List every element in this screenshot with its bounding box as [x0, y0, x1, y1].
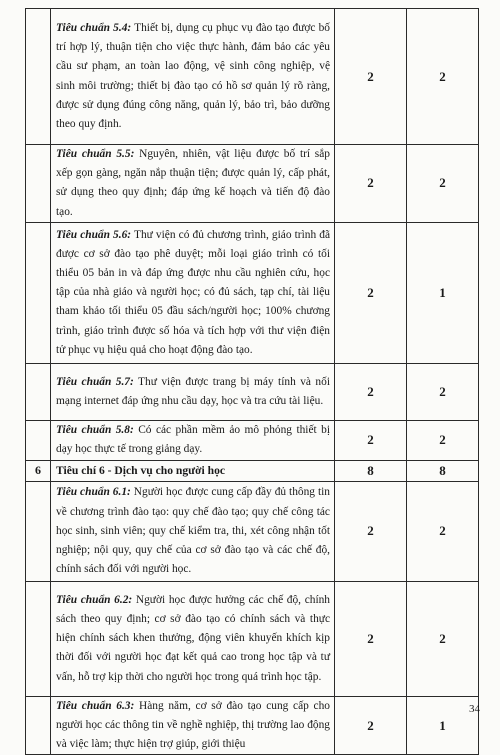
- score-cell-1: 2: [335, 363, 407, 420]
- table-row: [26, 696, 479, 755]
- standard-cell: [51, 481, 335, 581]
- standard-cell: [51, 420, 335, 460]
- standard-text: Người học được cung cấp đầy đủ thông tin về chương trình đào tạo: quy chế đào tạo; quy chế công tác học sinh, sinh viên; quy chế kiểm tra, thi, xét công nhận tốt nghiệp; nội quy, quy chế của cơ sở đào tạo và các chế độ, chính sách đối với người học.: [56, 486, 331, 576]
- score-cell-2: 2: [407, 363, 479, 420]
- standard-label: Tiêu chuẩn 6.1:: [56, 486, 131, 499]
- score-cell-1: 2: [335, 481, 407, 581]
- standard-cell: [51, 363, 335, 420]
- number-cell: [26, 363, 51, 420]
- table-row: [26, 9, 479, 145]
- standard-label: Tiêu chuẩn 5.8:: [56, 424, 134, 437]
- number-cell: [26, 696, 51, 755]
- score-cell-2: 2: [407, 581, 479, 696]
- criterion-title: Tiêu chí 6 - Dịch vụ cho người học: [56, 464, 226, 478]
- criterion-score-2: 8: [407, 460, 479, 481]
- table-row: [26, 581, 479, 696]
- standard-text: Thư viện có đủ chương trình, giáo trình đã được cơ sở đào tạo phê duyệt; mỗi loại giáo trình có tối thiểu 05 bản in và đáp ứng được nhu cầu nghiên cứu, học tập của nhà giáo và người học; có đủ sách, tạp chí, tài liệu tham khảo tối thiểu 05 đầu sách/người học; 100% chương trình, giáo trình được số hóa và tích hợp với thư viện điện tử phục vụ hiệu quả cho hoạt động đào tạo.: [56, 228, 330, 356]
- standard-text: Thư viện được trang bị máy tính và nối mạng internet đáp ứng nhu cầu dạy, học và tra cứu tài liệu.: [56, 375, 330, 407]
- standard-label: Tiêu chuẩn 6.2:: [56, 593, 133, 606]
- number-cell: [26, 9, 51, 145]
- table-row: [26, 363, 479, 420]
- number-cell: [26, 145, 51, 223]
- evaluation-table: [25, 8, 479, 755]
- score-cell-2: 2: [407, 145, 479, 223]
- score-cell-2: 1: [407, 696, 479, 755]
- number-cell: [26, 581, 51, 696]
- page-number: 34: [469, 703, 480, 715]
- standard-cell: [51, 9, 335, 145]
- score-cell-1: 2: [335, 696, 407, 755]
- score-cell-1: 2: [335, 420, 407, 460]
- criterion-number: 6: [26, 460, 51, 481]
- criterion-score-1: 8: [335, 460, 407, 481]
- standard-cell: [51, 581, 335, 696]
- standard-text: Thiết bị, dụng cụ phục vụ đào tạo được bố trí hợp lý, thuận tiện cho việc thực hành, đảm bảo các yêu cầu sư phạm, an toàn lao động, vệ sinh công nghiệp, vệ sinh môi trường; thiết bị đào tạo có hồ sơ quản lý rõ ràng, được sử dụng đúng công năng, quản lý, bảo trì, bảo dưỡng theo quy định.: [56, 21, 330, 130]
- score-cell-1: 2: [335, 581, 407, 696]
- table-row: [26, 145, 479, 223]
- criterion-title-cell: [51, 460, 335, 481]
- standard-text: Nguyên, nhiên, vật liệu được bố trí sắp xếp gọn gàng, ngăn nắp thuận tiện; được quản lý, cấp phát, sử dụng theo quy định; đáp ứng kế hoạch và tiến độ đào tạo.: [56, 148, 330, 218]
- criterion-row: [26, 460, 479, 481]
- table-row: [26, 222, 479, 363]
- standard-label: Tiêu chuẩn 5.5:: [56, 148, 135, 160]
- standard-label: Tiêu chuẩn 5.4:: [56, 21, 132, 34]
- score-cell-2: 2: [407, 420, 479, 460]
- score-cell-1: 2: [335, 145, 407, 223]
- score-cell-1: 2: [335, 9, 407, 145]
- standard-text: Hàng năm, cơ sở đào tạo cung cấp cho người học các thông tin về nghề nghiệp, thị trường lao động và việc làm; thực hiện trợ giúp, giới thiệu: [56, 699, 330, 751]
- number-cell: [26, 420, 51, 460]
- table-row: [26, 420, 479, 460]
- standard-label: Tiêu chuẩn 5.6:: [56, 228, 132, 241]
- standard-cell: [51, 145, 335, 223]
- standard-cell: [51, 696, 335, 755]
- score-cell-2: 2: [407, 481, 479, 581]
- number-cell: [26, 222, 51, 363]
- table-row: [26, 481, 479, 581]
- score-cell-2: 1: [407, 222, 479, 363]
- standard-label: Tiêu chuẩn 5.7:: [56, 375, 134, 388]
- score-cell-1: 2: [335, 222, 407, 363]
- standard-text: Người học được hưởng các chế độ, chính sách theo quy định; cơ sở đào tạo có chính sách và thực hiện chính sách khen thưởng, động viên khuyến khích kịp thời đối với người học đạt kết quả cao trong học tập và tư vấn, hỗ trợ kịp thời cho người học trong quá trình học tập.: [56, 593, 331, 683]
- standard-text: Có các phần mềm ảo mô phỏng thiết bị dạy học thực tế trong giảng dạy.: [56, 424, 330, 456]
- standard-cell: [51, 222, 335, 363]
- number-cell: [26, 481, 51, 581]
- score-cell-2: 2: [407, 9, 479, 145]
- standard-label: Tiêu chuẩn 6.3:: [56, 699, 135, 712]
